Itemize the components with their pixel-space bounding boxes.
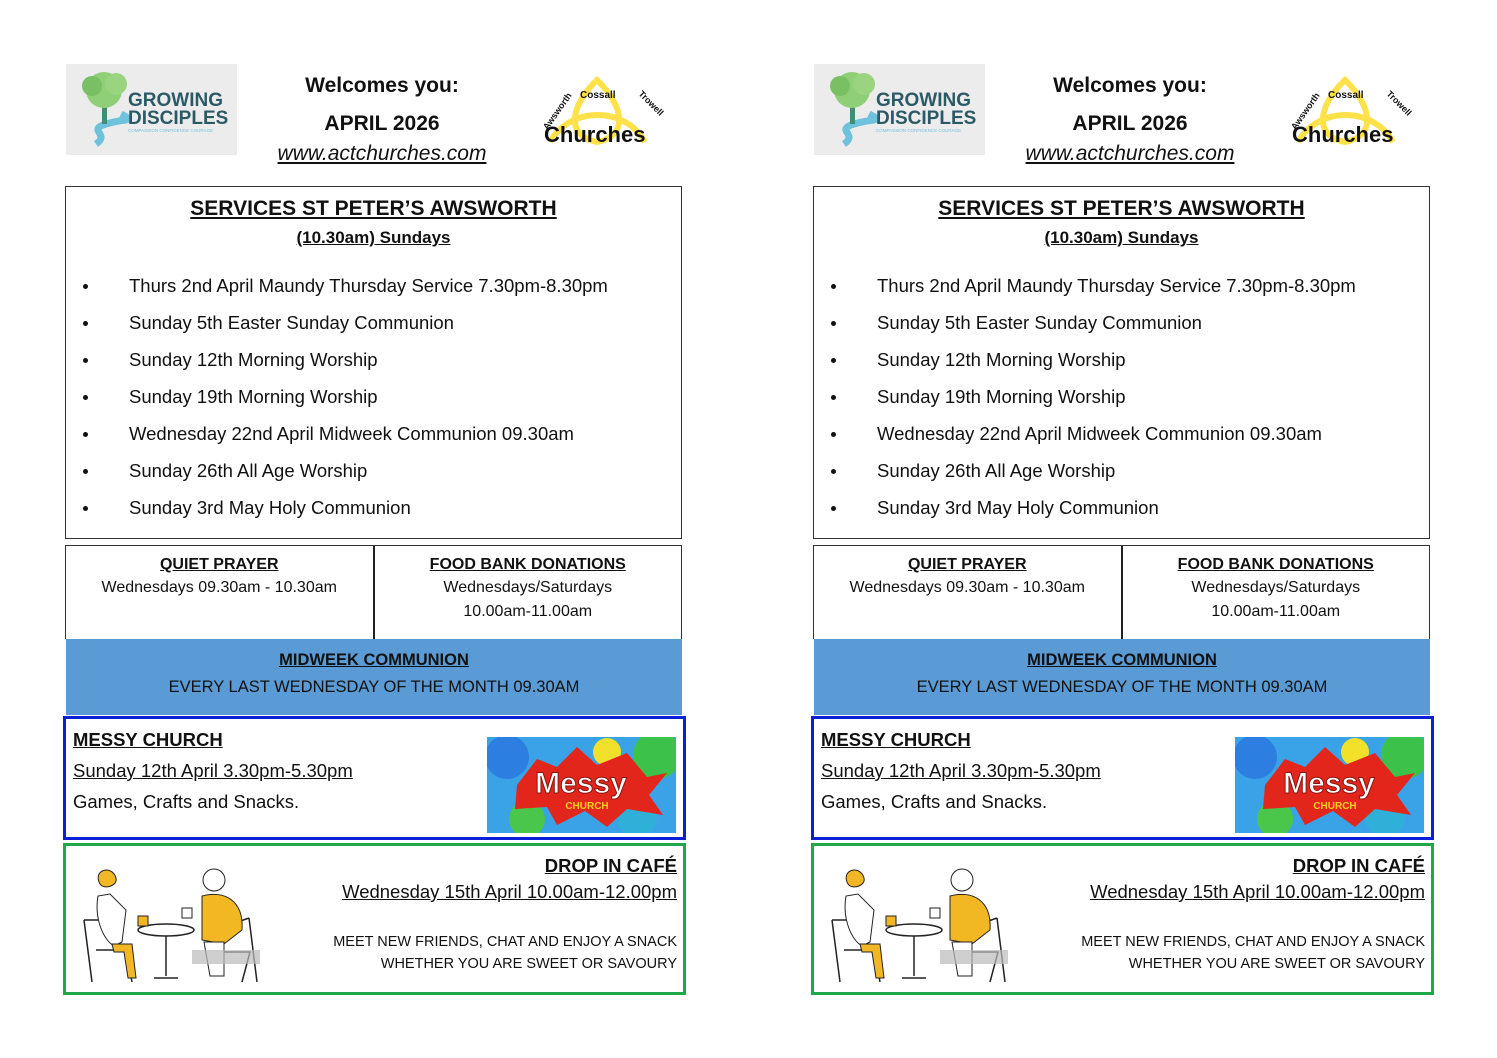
services-title: SERVICES ST PETER’S AWSWORTH xyxy=(938,197,1305,220)
services-list xyxy=(814,273,1429,532)
cafe-desc-line1: MEET NEW FRIENDS, CHAT AND ENJOY A SNACK xyxy=(1081,934,1425,950)
quiet-prayer-title: QUIET PRAYER xyxy=(159,556,279,573)
svg-text:GROWING: GROWING xyxy=(128,90,223,111)
paint-splash-icon xyxy=(1235,737,1424,833)
services-subtitle: (10.30am) Sundays xyxy=(1044,228,1199,247)
growing-disciples-logo xyxy=(814,64,985,155)
service-item: Sunday 26th All Age Worship xyxy=(814,458,1429,495)
cafe-desc xyxy=(1081,931,1425,975)
svg-text:Trowell: Trowell xyxy=(1384,88,1413,118)
act-churches-logo xyxy=(530,76,665,154)
svg-text:Churches: Churches xyxy=(1292,122,1394,147)
bullet-icon xyxy=(831,432,836,437)
quiet-prayer-time: Wednesdays 09.30am - 10.30am xyxy=(101,579,337,596)
services-title: SERVICES ST PETER’S AWSWORTH xyxy=(190,197,557,220)
midweek-communion-band xyxy=(66,639,682,715)
drop-in-cafe-box xyxy=(63,843,686,995)
service-item: Sunday 5th Easter Sunday Communion xyxy=(66,310,681,347)
cafe-illustration xyxy=(822,860,1017,988)
service-item: Wednesday 22nd April Midweek Communion 09.30am xyxy=(66,421,681,458)
welcome-heading xyxy=(252,70,512,142)
growing-disciples-logo xyxy=(66,64,237,155)
messy-title: MESSY CHURCH xyxy=(73,729,223,750)
quiet-prayer-box xyxy=(814,546,1123,639)
tree-logo-icon xyxy=(814,64,985,155)
food-bank-days: Wednesdays/Saturdays xyxy=(1191,579,1361,596)
messy-church-box xyxy=(63,716,686,840)
bullet-icon xyxy=(831,358,836,363)
svg-text:Trowell: Trowell xyxy=(636,88,665,118)
bullet-icon xyxy=(831,395,836,400)
bullet-icon xyxy=(831,506,836,511)
act-churches-logo xyxy=(1278,76,1413,154)
cafe-desc-line2: WHETHER YOU ARE SWEET OR SAVOURY xyxy=(1128,956,1425,972)
services-subtitle: (10.30am) Sundays xyxy=(296,228,451,247)
flyer-right xyxy=(810,0,1450,1058)
svg-text:Awsworth: Awsworth xyxy=(540,90,574,132)
food-bank-time: 10.00am-11.00am xyxy=(1211,603,1341,620)
bullet-icon xyxy=(83,469,88,474)
month-text: APRIL 2026 xyxy=(1072,112,1188,135)
people-at-table-icon xyxy=(822,860,1017,988)
quiet-prayer-time: Wednesdays 09.30am - 10.30am xyxy=(849,579,1085,596)
website-link[interactable]: www.actchurches.com xyxy=(1025,142,1235,165)
month-text: APRIL 2026 xyxy=(324,112,440,135)
service-item: Sunday 12th Morning Worship xyxy=(66,347,681,384)
messy-date: Sunday 12th April 3.30pm-5.30pm xyxy=(73,760,353,781)
food-bank-time: 10.00am-11.00am xyxy=(463,603,593,620)
messy-church-logo xyxy=(487,737,676,833)
services-box xyxy=(813,186,1430,539)
quiet-prayer-box xyxy=(66,546,375,639)
cafe-desc-line1: MEET NEW FRIENDS, CHAT AND ENJOY A SNACK xyxy=(333,934,677,950)
cafe-illustration xyxy=(74,860,269,988)
cafe-date: Wednesday 15th April 10.00am-12.00pm xyxy=(1090,881,1425,902)
cafe-desc-line2: WHETHER YOU ARE SWEET OR SAVOURY xyxy=(380,956,677,972)
food-bank-box xyxy=(1123,546,1430,639)
quiet-prayer-title: QUIET PRAYER xyxy=(907,556,1027,573)
bullet-icon xyxy=(831,469,836,474)
svg-text:CHURCH: CHURCH xyxy=(565,801,609,812)
welcome-text: Welcomes you: xyxy=(1053,74,1207,97)
svg-text:Cossall: Cossall xyxy=(580,90,616,101)
service-item: Thurs 2nd April Maundy Thursday Service 7.30pm-8.30pm xyxy=(814,273,1429,310)
services-list xyxy=(66,273,681,532)
svg-text:Cossall: Cossall xyxy=(1328,90,1364,101)
bullet-icon xyxy=(831,284,836,289)
cafe-title: DROP IN CAFÉ xyxy=(544,855,677,876)
svg-text:DISCIPLES: DISCIPLES xyxy=(128,108,229,129)
svg-text:COMPASSION CONFIDENCE COURAGE: COMPASSION CONFIDENCE COURAGE xyxy=(876,128,962,133)
bullet-icon xyxy=(83,506,88,511)
cafe-desc xyxy=(333,931,677,975)
midweek-title: MIDWEEK COMMUNION xyxy=(279,651,469,669)
midweek-title: MIDWEEK COMMUNION xyxy=(1027,651,1217,669)
bullet-icon xyxy=(83,358,88,363)
service-item: Thurs 2nd April Maundy Thursday Service 7.30pm-8.30pm xyxy=(66,273,681,310)
messy-date: Sunday 12th April 3.30pm-5.30pm xyxy=(821,760,1101,781)
svg-text:Churches: Churches xyxy=(544,122,646,147)
food-bank-title: FOOD BANK DONATIONS xyxy=(1177,556,1374,573)
drop-in-cafe-box xyxy=(811,843,1434,995)
messy-desc: Games, Crafts and Snacks. xyxy=(73,791,300,812)
food-bank-title: FOOD BANK DONATIONS xyxy=(429,556,626,573)
services-box xyxy=(65,186,682,539)
midweek-communion-band xyxy=(814,639,1430,715)
welcome-text: Welcomes you: xyxy=(305,74,459,97)
cafe-date: Wednesday 15th April 10.00am-12.00pm xyxy=(342,881,677,902)
messy-title: MESSY CHURCH xyxy=(821,729,971,750)
svg-text:COMPASSION CONFIDENCE COURAGE: COMPASSION CONFIDENCE COURAGE xyxy=(128,128,214,133)
service-item: Sunday 3rd May Holy Communion xyxy=(66,495,681,532)
svg-text:Awsworth: Awsworth xyxy=(1288,90,1322,132)
service-item: Sunday 3rd May Holy Communion xyxy=(814,495,1429,532)
welcome-heading xyxy=(1000,70,1260,142)
food-bank-box xyxy=(375,546,682,639)
website-link[interactable]: www.actchurches.com xyxy=(277,142,487,165)
paint-splash-icon xyxy=(487,737,676,833)
svg-text:GROWING: GROWING xyxy=(876,90,971,111)
info-columns xyxy=(813,545,1430,639)
service-item: Sunday 26th All Age Worship xyxy=(66,458,681,495)
trinity-knot-icon xyxy=(1278,76,1413,154)
service-item: Sunday 12th Morning Worship xyxy=(814,347,1429,384)
bullet-icon xyxy=(83,284,88,289)
messy-church-logo xyxy=(1235,737,1424,833)
midweek-desc: EVERY LAST WEDNESDAY OF THE MONTH 09.30AM xyxy=(168,678,580,696)
messy-church-box xyxy=(811,716,1434,840)
tree-logo-icon xyxy=(66,64,237,155)
bullet-icon xyxy=(83,321,88,326)
svg-text:CHURCH: CHURCH xyxy=(1313,801,1357,812)
svg-text:Messy: Messy xyxy=(1283,767,1375,800)
bullet-icon xyxy=(83,395,88,400)
svg-text:Messy: Messy xyxy=(535,767,627,800)
people-at-table-icon xyxy=(74,860,269,988)
service-item: Wednesday 22nd April Midweek Communion 09.30am xyxy=(814,421,1429,458)
info-columns xyxy=(65,545,682,639)
svg-text:DISCIPLES: DISCIPLES xyxy=(876,108,977,129)
food-bank-days: Wednesdays/Saturdays xyxy=(443,579,613,596)
midweek-desc: EVERY LAST WEDNESDAY OF THE MONTH 09.30AM xyxy=(916,678,1328,696)
trinity-knot-icon xyxy=(530,76,665,154)
service-item: Sunday 19th Morning Worship xyxy=(66,384,681,421)
service-item: Sunday 5th Easter Sunday Communion xyxy=(814,310,1429,347)
service-item: Sunday 19th Morning Worship xyxy=(814,384,1429,421)
cafe-title: DROP IN CAFÉ xyxy=(1292,855,1425,876)
bullet-icon xyxy=(83,432,88,437)
messy-desc: Games, Crafts and Snacks. xyxy=(821,791,1048,812)
bullet-icon xyxy=(831,321,836,326)
flyer-left xyxy=(62,0,702,1058)
